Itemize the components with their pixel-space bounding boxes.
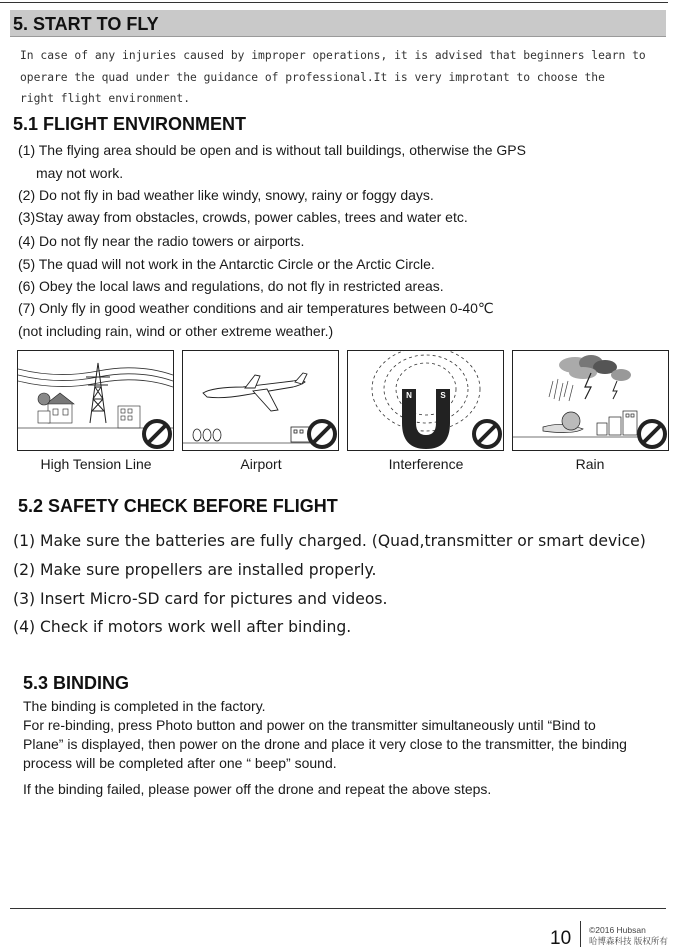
- list-item: (5) The quad will not work in the Antarctic Circle or the Arctic Circle.: [18, 256, 435, 272]
- binding-line: process will be completed after one “ beep” sound.: [23, 755, 337, 771]
- list-item: (2) Do not fly in bad weather like windy, snowy, rainy or foggy days.: [18, 187, 434, 203]
- binding-heading: 5.3 BINDING: [23, 673, 130, 693]
- rights-text: 哈博森科技 版权所有: [589, 936, 668, 946]
- intro-line: In case of any injuries caused by improper operations, it is advised that beginners learn to: [20, 49, 646, 62]
- safety-check-heading: 5.2 SAFETY CHECK BEFORE FLIGHT: [18, 496, 338, 516]
- section-header-bar: [10, 10, 666, 37]
- list-item: (3) Insert Micro-SD card for pictures and videos.: [13, 590, 388, 608]
- list-item: (2) Make sure propellers are installed properly.: [13, 561, 377, 579]
- list-item: (4) Do not fly near the radio towers or airports.: [18, 233, 305, 249]
- binding-line: Plane” is displayed, then power on the drone and place it very close to the transmitter, the binding: [23, 736, 627, 752]
- list-item: (7) Only fly in good weather conditions and air temperatures between 0-40℃: [18, 300, 494, 316]
- binding-text: [23, 697, 679, 799]
- list-item: (not including rain, wind or other extreme weather.): [18, 323, 334, 339]
- section-title: 5. START TO FLY: [13, 14, 159, 34]
- list-item: (3)Stay away from obstacles, crowds, power cables, trees and water etc.: [18, 209, 468, 225]
- intro-line: right flight environment.: [20, 92, 191, 105]
- flight-environment-heading: 5.1 FLIGHT ENVIRONMENT: [13, 114, 247, 134]
- caption-rain: Rain: [575, 456, 605, 472]
- no-sign-icon: [474, 421, 500, 447]
- no-sign-icon: [639, 421, 665, 447]
- list-item: (1) Make sure the batteries are fully charged. (Quad,transmitter or smart device): [13, 532, 646, 550]
- airport-illustration: [182, 350, 339, 451]
- no-sign-icon: [144, 421, 170, 447]
- caption-high-tension-line: High Tension Line: [40, 456, 152, 472]
- high-tension-line-illustration: [17, 350, 174, 451]
- south-pole-label: S: [440, 391, 446, 400]
- list-item: (6) Obey the local laws and regulations, do not fly in restricted areas.: [18, 278, 444, 294]
- rain-illustration: [512, 350, 669, 451]
- list-item: (1) The flying area should be open and is without tall buildings, otherwise the GPS: [18, 142, 526, 158]
- caption-airport: Airport: [240, 456, 282, 472]
- list-item: (4) Check if motors work well after binding.: [13, 618, 352, 636]
- caption-interference: Interference: [388, 456, 464, 472]
- intro-paragraph: [20, 45, 670, 110]
- north-pole-label: N: [406, 391, 412, 400]
- footer-copyright: [589, 925, 668, 947]
- binding-line: For re-binding, press Photo button and power on the transmitter simultaneously until “Bind to: [23, 717, 596, 733]
- page-number: 10: [550, 928, 572, 949]
- binding-line: If the binding failed, please power off the drone and repeat the above steps.: [23, 781, 492, 797]
- intro-line: operare the quad under the guidance of professional.It is very improtant to choose the: [20, 70, 605, 84]
- interference-illustration: [347, 350, 504, 451]
- no-sign-icon: [309, 421, 335, 447]
- list-item: may not work.: [36, 165, 124, 181]
- binding-line: The binding is completed in the factory.: [23, 698, 266, 714]
- top-rule: [0, 2, 668, 3]
- hazard-illustrations: [17, 350, 669, 451]
- bottom-rule: [10, 908, 666, 909]
- copyright-text: ©2016 Hubsan: [589, 925, 646, 935]
- footer-divider: [580, 921, 581, 947]
